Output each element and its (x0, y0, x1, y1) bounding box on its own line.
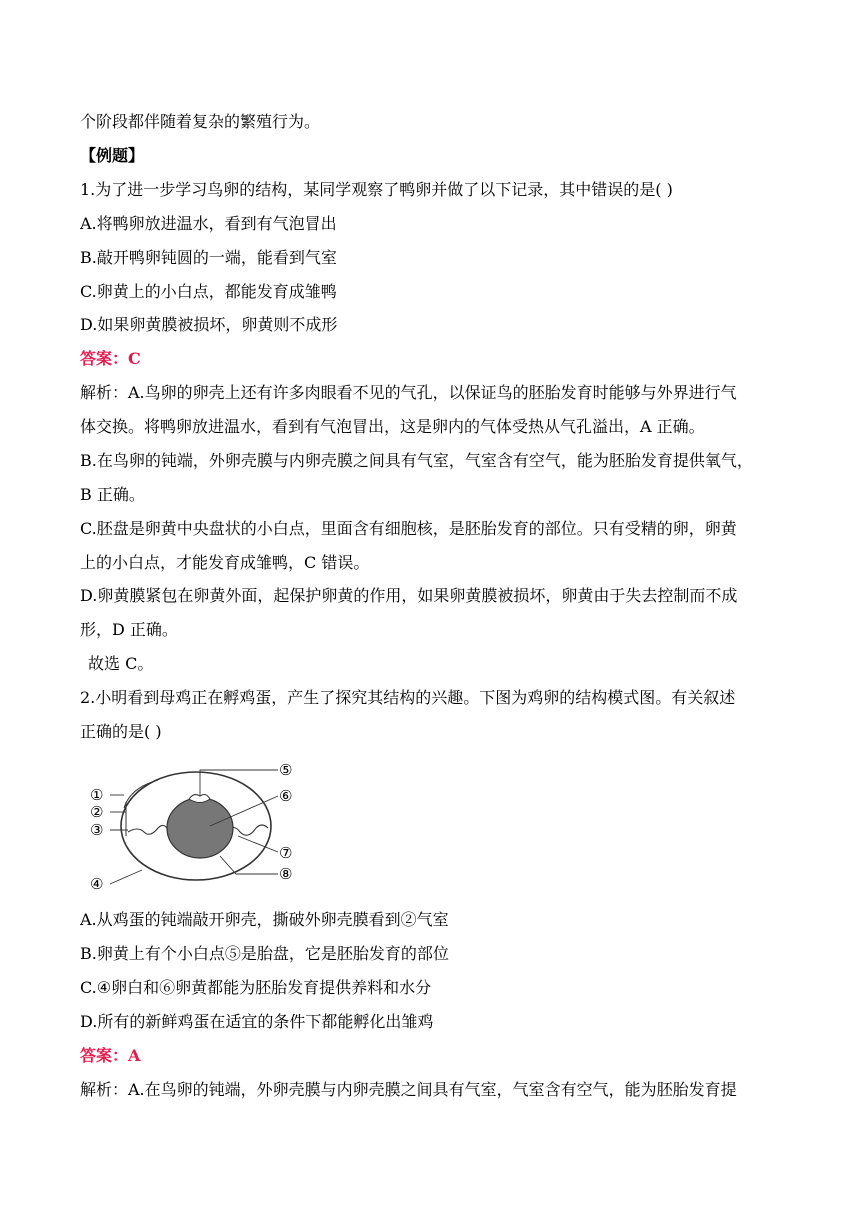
explanation-line: D.卵黄膜紧包在卵黄外面，起保护卵黄的作用，如果卵黄膜被损坏，卵黄由于失去控制而不成 (80, 586, 738, 605)
explanation-line: 解析：A.鸟卵的卵壳上还有许多肉眼看不见的气孔，以保证鸟的胚胎发育时能够与外界进行气 (80, 383, 737, 402)
explanation-line: B 正确。 (80, 485, 145, 504)
option-b: B.卵黄上有个小白点⑤是胎盘，它是胚胎发育的部位 (80, 944, 449, 963)
label-1: ① (90, 786, 104, 804)
label-6: ⑥ (279, 787, 293, 805)
option-d: D.所有的新鲜鸡蛋在适宜的条件下都能孵化出雏鸡 (80, 1012, 434, 1031)
label-4: ④ (90, 875, 104, 893)
question-2-cont: 正确的是( ) (80, 722, 162, 741)
option-a: A.将鸭卵放进温水，看到有气泡冒出 (80, 214, 337, 233)
answer-2: 答案：A (80, 1046, 141, 1065)
explanation-line: 解析：A.在鸟卵的钝端，外卵壳膜与内卵壳膜之间具有气室，气室含有空气，能为胚胎发育提 (80, 1080, 737, 1099)
explanation-line: B.在鸟卵的钝端，外卵壳膜与内卵壳膜之间具有气室，气室含有空气，能为胚胎发育提供氧气， (80, 451, 753, 470)
section-heading: 【例题】 (80, 146, 145, 165)
egg-structure-diagram (88, 758, 308, 898)
label-2: ② (90, 803, 104, 821)
label-5: ⑤ (279, 761, 293, 779)
option-d: D.如果卵黄膜被损坏，卵黄则不成形 (80, 315, 338, 334)
answer-1: 答案：C (80, 349, 141, 368)
explanation-line: C.胚盘是卵黄中央盘状的小白点，里面含有细胞核，是胚胎发育的部位。只有受精的卵，卵黄 (80, 519, 737, 538)
explanation-line: 体交换。将鸭卵放进温水，看到有气泡冒出，这是卵内的气体受热从气孔溢出，A 正确。 (80, 417, 705, 436)
option-c: C.卵黄上的小白点，都能发育成雏鸭 (80, 282, 337, 301)
label-7: ⑦ (279, 844, 293, 862)
explanation-line: 上的小白点，才能发育成雏鸭，C 错误。 (80, 553, 370, 572)
conclusion-line: 故选 C。 (88, 654, 154, 673)
option-a: A.从鸡蛋的钝端敲开卵壳，撕破外卵壳膜看到②气室 (80, 910, 449, 929)
question-2: 2.小明看到母鸡正在孵鸡蛋，产生了探究其结构的兴趣。下图为鸡卵的结构模式图。有关叙述 (80, 688, 736, 707)
label-8: ⑧ (279, 865, 293, 883)
option-c: C.④卵白和⑥卵黄都能为胚胎发育提供养料和水分 (80, 978, 432, 997)
option-b: B.敲开鸭卵钝圆的一端，能看到气室 (80, 248, 337, 267)
label-3: ③ (90, 821, 104, 839)
text-line: 个阶段都伴随着复杂的繁殖行为。 (80, 112, 321, 131)
question-1: 1.为了进一步学习鸟卵的结构，某同学观察了鸭卵并做了以下记录，其中错误的是( ) (80, 180, 673, 199)
explanation-line: 形，D 正确。 (80, 620, 178, 639)
